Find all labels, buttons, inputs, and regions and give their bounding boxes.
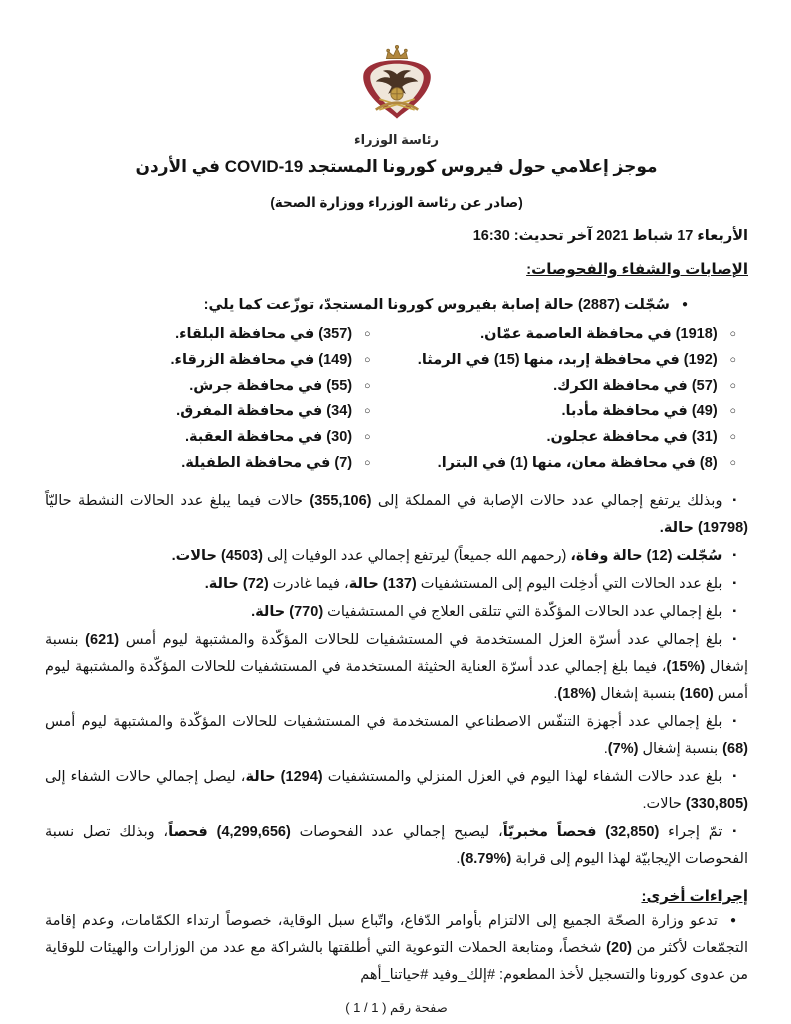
prime-ministry-calligraphy: رئاسة الوزراء <box>353 132 440 147</box>
section-header-cases: الإصابات والشفاء والفحوصات: <box>526 261 748 278</box>
logo-block <box>45 44 748 148</box>
circle-bullet-icon: ○ <box>364 328 371 340</box>
governorate-item <box>45 451 382 477</box>
governorate-text: (7) في محافظة الطفيلة. <box>181 454 353 471</box>
disc-bullet-icon: ● <box>681 299 688 310</box>
square-bullet-icon: ▪ <box>732 605 736 617</box>
closing-bullet-text: تدعو وزارة الصحّة الجميع إلى الالتزام بأوامر الدّفاع، واتّباع سبل الوقاية، خصوصاً ارتداء الكمّامات، وعدم إقامة التجمّعات لأكثر من (20) شخصاً، ومتابعة الحملات التوعوية التي أطلقتها بالشراكة مع عدد من الوزارات والهيئات للوقاية من عدوى كورونا والتسجيل لأخذ المطعوم: #إلك_وفيد #حياتنا_أهم <box>45 912 748 983</box>
stat-bullet <box>45 598 748 626</box>
disc-bullet-icon: ● <box>729 914 736 926</box>
stat-bullet-text: بلغ إجمالي عدد أسرّة العزل المستخدمة في المستشفيات للحالات المؤكّدة والمشتبهة ليوم أمس (621) بنسبة إشغال (%15)، فيما بلغ إجمالي عدد أسرّة العناية الحثيثة المستخدمة في المستشفيات للحالات المؤكّدة والمشتبهة ليوم أمس (160) بنسبة إشغال (%18). <box>45 631 748 702</box>
stat-bullet <box>45 818 748 873</box>
circle-bullet-icon: ○ <box>364 456 371 469</box>
square-bullet-icon: ▪ <box>732 825 736 837</box>
circle-bullet-icon: ○ <box>729 353 736 366</box>
governorate-item <box>45 425 382 451</box>
date-line: الأربعاء 17 شباط 2021 آخر تحديث: 16:30 <box>472 228 748 244</box>
governorate-item <box>382 451 748 477</box>
governorate-text: (192) في محافظة إربد، منها (15) في الرمثا. <box>417 351 718 368</box>
governorate-text: (49) في محافظة مأدبا. <box>561 403 718 420</box>
governorate-text: (1918) في محافظة العاصمة عمّان. <box>480 326 718 342</box>
page-number: صفحة رقم ( 1 / 1 ) <box>345 999 448 1015</box>
governorate-text: (55) في محافظة جرش. <box>189 377 353 394</box>
stat-bullet <box>45 570 748 598</box>
governorate-item <box>45 374 382 400</box>
circle-bullet-icon: ○ <box>364 353 371 366</box>
governorate-item <box>382 374 748 400</box>
stat-bullet-text: بلغ عدد حالات الشفاء لهذا اليوم في العزل المنزلي والمستشفيات (1294) حالة، ليصل إجمالي حالات الشفاء إلى (330,805) حالات. <box>45 768 748 812</box>
governorate-text: (31) في محافظة عجلون. <box>546 429 718 446</box>
stat-bullet-text: بلغ إجمالي عدد أجهزة التنفّس الاصطناعي المستخدمة في المستشفيات للحالات المؤكّدة والمشتبهة ليوم أمس (68) بنسبة إشغال (%7). <box>45 713 748 757</box>
stat-bullet-text: تمّ إجراء (32,850) فحصاً مخبريّاً، ليصبح إجمالي عدد الفحوصات (4,299,656) فحصاً، وبذلك تصل نسبة الفحوصات الإيجابيّة لهذا اليوم إلى قرابة (%8.79). <box>45 823 748 867</box>
stat-bullet <box>45 626 748 708</box>
governorate-columns <box>45 322 748 477</box>
square-bullet-icon: ▪ <box>732 494 736 506</box>
governorate-item <box>45 399 382 425</box>
stat-bullet-text: بلغ عدد الحالات التي أدخِلت اليوم إلى المستشفيات (137) حالة، فيما غادرت (72) حالة. <box>204 575 723 592</box>
stat-bullet <box>45 708 748 763</box>
closing-bullet <box>45 907 748 989</box>
intro-bullet-text: سُجّلت (2887) حالة إصابة بفيروس كورونا المستجدّ، توزّعت كما يلي: <box>203 297 670 313</box>
stat-bullet <box>45 542 748 570</box>
stat-bullet-text: وبذلك يرتفع إجمالي عدد حالات الإصابة في المملكة إلى (355,106) حالات فيما يبلغ عدد الحالات النشطة حاليّاً (19798) حالة. <box>45 492 748 536</box>
stat-bullet-text: سُجّلت (12) حالة وفاة، (رحمهم الله جميعاً) ليرتفع إجمالي عدد الوفيات إلى (4503) حالات. <box>171 547 723 564</box>
governorate-item <box>382 322 748 348</box>
jordan-coat-of-arms-icon <box>344 44 450 126</box>
square-bullet-icon: ▪ <box>732 633 736 645</box>
square-bullet-icon: ▪ <box>732 770 736 782</box>
intro-bullet <box>45 291 748 319</box>
stat-bullet <box>45 487 748 542</box>
governorate-item <box>45 348 382 374</box>
circle-bullet-icon: ○ <box>364 431 371 444</box>
governorate-item <box>382 399 748 425</box>
statistics-block <box>45 487 748 873</box>
circle-bullet-icon: ○ <box>729 456 736 469</box>
circle-bullet-icon: ○ <box>729 328 736 340</box>
stat-bullet <box>45 763 748 818</box>
circle-bullet-icon: ○ <box>729 379 736 392</box>
document-subtitle: (صادر عن رئاسة الوزراء ووزارة الصحة) <box>270 195 523 210</box>
circle-bullet-icon: ○ <box>729 405 736 418</box>
circle-bullet-icon: ○ <box>364 379 371 392</box>
governorate-item <box>45 322 382 348</box>
governorate-item <box>382 425 748 451</box>
governorate-text: (8) في محافظة معان، منها (1) في البترا. <box>437 454 718 471</box>
document-title: موجز إعلامي حول فيروس كورونا المستجد COVID-19 في الأردن <box>135 157 658 176</box>
stat-bullet-text: بلغ إجمالي عدد الحالات المؤكّدة التي تتلقى العلاج في المستشفيات (770) حالة. <box>251 603 723 620</box>
circle-bullet-icon: ○ <box>729 431 736 444</box>
governorate-text: (30) في محافظة العقبة. <box>184 429 353 446</box>
section-header-other-measures: إجراءات أخرى: <box>641 887 748 905</box>
governorate-text: (357) في محافظة البلقاء. <box>175 326 353 342</box>
circle-bullet-icon: ○ <box>364 405 371 418</box>
square-bullet-icon: ▪ <box>732 549 736 561</box>
governorate-item <box>382 348 748 374</box>
square-bullet-icon: ▪ <box>732 577 736 589</box>
governorate-text: (57) في محافظة الكرك. <box>553 377 718 394</box>
governorate-column-right <box>382 322 748 477</box>
governorate-text: (34) في محافظة المفرق. <box>176 403 353 420</box>
governorate-column-left <box>45 322 382 477</box>
square-bullet-icon: ▪ <box>732 715 736 727</box>
governorate-text: (149) في محافظة الزرقاء. <box>170 351 353 368</box>
